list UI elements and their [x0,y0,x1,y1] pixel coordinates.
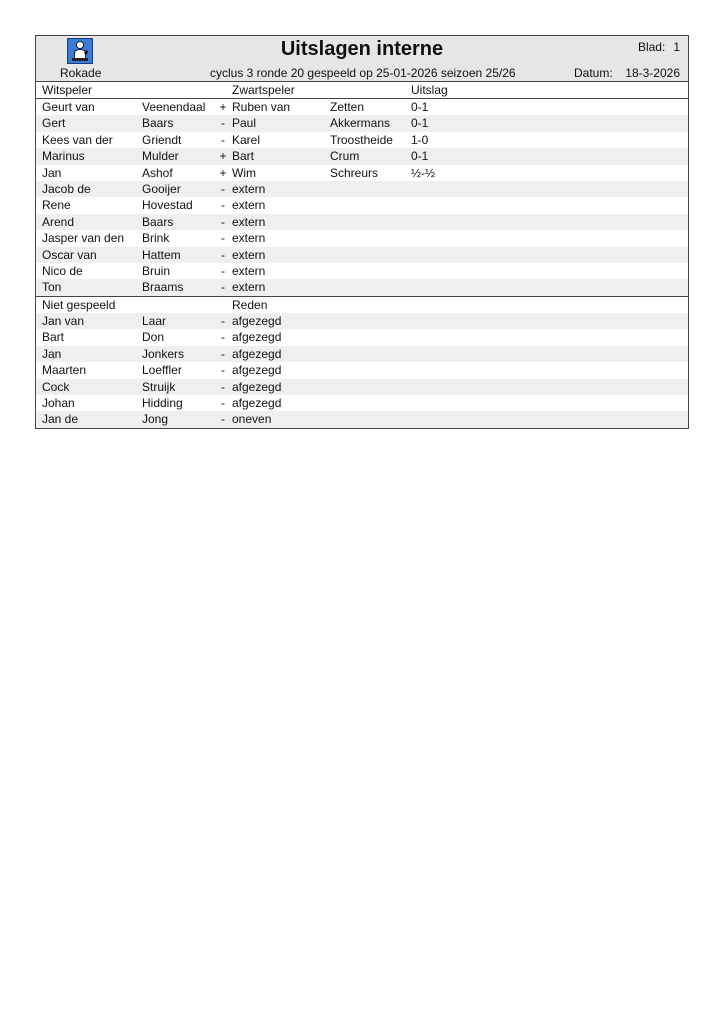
game-row [36,263,688,279]
sheet-number [638,40,680,54]
reason-value: oneven [232,412,272,427]
reason-sign: - [221,363,225,378]
player-first-name: Johan [42,396,75,411]
not-played-row [36,313,688,329]
reason-sign: - [221,412,225,427]
not-played-heading: Niet gespeeld [42,297,116,312]
black-last-name: Zetten [330,100,365,114]
game-sign: - [221,116,225,131]
white-first-name: Jasper van den [42,231,125,246]
player-last-name: Laar [142,314,167,329]
white-first-name: Rene [42,198,71,213]
player-last-name: Don [142,330,165,345]
white-last-name: Ashof [142,165,173,180]
reason-value: afgezegd [232,363,282,378]
black-last-name: Crum [330,149,360,164]
reason-value: afgezegd [232,396,282,411]
reason-heading: Reden [232,297,268,312]
col-witspeler: Witspeler [42,83,93,97]
not-played-row [36,329,688,345]
not-played-row [36,395,688,411]
white-first-name: Jan [42,165,62,180]
black-first-name: extern [232,231,266,246]
not-played-row [36,379,688,395]
black-last-name: Troostheide [330,132,393,147]
white-first-name: Arend [42,214,75,229]
blad-label: Blad: [637,40,666,54]
game-row [36,115,688,131]
game-sign: - [221,214,225,229]
black-first-name: Wim [232,165,256,180]
player-last-name: Jong [142,412,169,427]
black-last-name: Akkermans [330,116,391,131]
not-played-row [36,411,688,427]
player-first-name: Maarten [42,363,87,378]
white-first-name: Kees van der [42,132,113,147]
results-sheet [35,35,689,429]
not-played-row [36,362,688,378]
white-last-name: Hattem [142,247,181,262]
white-last-name: Veenendaal [142,100,206,114]
reason-value: afgezegd [232,346,282,361]
black-first-name: extern [232,263,266,278]
game-sign: - [221,198,225,213]
white-first-name: Gert [42,116,66,131]
black-first-name: extern [232,181,266,196]
player-first-name: Jan de [42,412,79,427]
player-last-name: Hidding [142,396,183,411]
player-first-name: Cock [42,379,70,394]
black-first-name: Bart [232,149,255,164]
game-row [36,197,688,213]
game-sign: + [219,165,227,180]
datum-label: Datum: [574,66,613,80]
white-last-name: Mulder [142,149,179,164]
black-first-name: Karel [232,132,261,147]
game-sign: - [221,247,225,262]
game-sign: - [221,231,225,246]
player-first-name: Jan [42,346,62,361]
black-last-name: Schreurs [330,165,379,180]
white-last-name: Baars [142,214,174,229]
white-last-name: Gooijer [142,181,181,196]
game-sign: + [219,100,227,114]
black-first-name: Paul [232,116,257,131]
game-result: 0-1 [411,116,429,131]
reason-sign: - [221,346,225,361]
player-last-name: Struijk [142,379,176,394]
player-first-name: Bart [42,330,65,345]
game-sign: - [221,181,225,196]
column-headers [36,82,688,99]
black-first-name: extern [232,198,266,213]
game-row [36,132,688,148]
white-last-name: Griendt [142,132,182,147]
game-sign: + [219,149,227,164]
black-first-name: extern [232,214,266,229]
white-last-name: Bruin [142,263,171,278]
black-first-name: extern [232,280,266,295]
page-title: Uitslagen interne [280,38,444,60]
reason-value: afgezegd [232,379,282,394]
white-first-name: Marinus [42,149,85,164]
game-sign: - [221,132,225,147]
game-row [36,279,688,295]
reason-sign: - [221,396,225,411]
white-last-name: Baars [142,116,174,131]
white-first-name: Ton [42,280,62,295]
white-first-name: Geurt van [42,100,95,114]
white-first-name: Jacob de [42,181,91,196]
white-last-name: Braams [142,280,184,295]
not-played-row [36,346,688,362]
white-first-name: Oscar van [42,247,97,262]
white-first-name: Nico de [42,263,83,278]
reason-sign: - [221,330,225,345]
player-last-name: Loeffler [142,363,182,378]
reason-sign: - [221,379,225,394]
game-sign: - [221,280,225,295]
club-name: Rokade [60,66,102,80]
game-row [36,181,688,197]
game-result: 0-1 [411,100,429,114]
game-row [36,148,688,164]
game-result: ½-½ [411,165,436,180]
games-list [36,99,688,296]
game-result: 1-0 [411,132,429,147]
reason-sign: - [221,314,225,329]
game-sign: - [221,263,225,278]
game-row [36,99,688,115]
game-row [36,214,688,230]
white-last-name: Brink [142,231,170,246]
not-played-list [36,313,688,428]
game-result: 0-1 [411,149,429,164]
black-first-name: Ruben van [232,100,291,114]
white-last-name: Hovestad [142,198,193,213]
blad-value: 1 [673,40,680,54]
game-row [36,247,688,263]
player-last-name: Jonkers [142,346,185,361]
col-uitslag: Uitslag [411,83,448,97]
reason-value: afgezegd [232,314,282,329]
game-row [36,230,688,246]
black-first-name: extern [232,247,266,262]
player-first-name: Jan van [42,314,85,329]
datum-value: 18-3-2026 [625,66,680,80]
sheet-header [36,36,688,82]
round-info: cyclus 3 ronde 20 gespeeld op 25-01-2026 seizoen 25/26 [210,66,516,80]
reason-value: afgezegd [232,330,282,345]
game-row [36,165,688,181]
not-played-header [36,296,688,313]
col-zwartspeler: Zwartspeler [232,83,295,97]
